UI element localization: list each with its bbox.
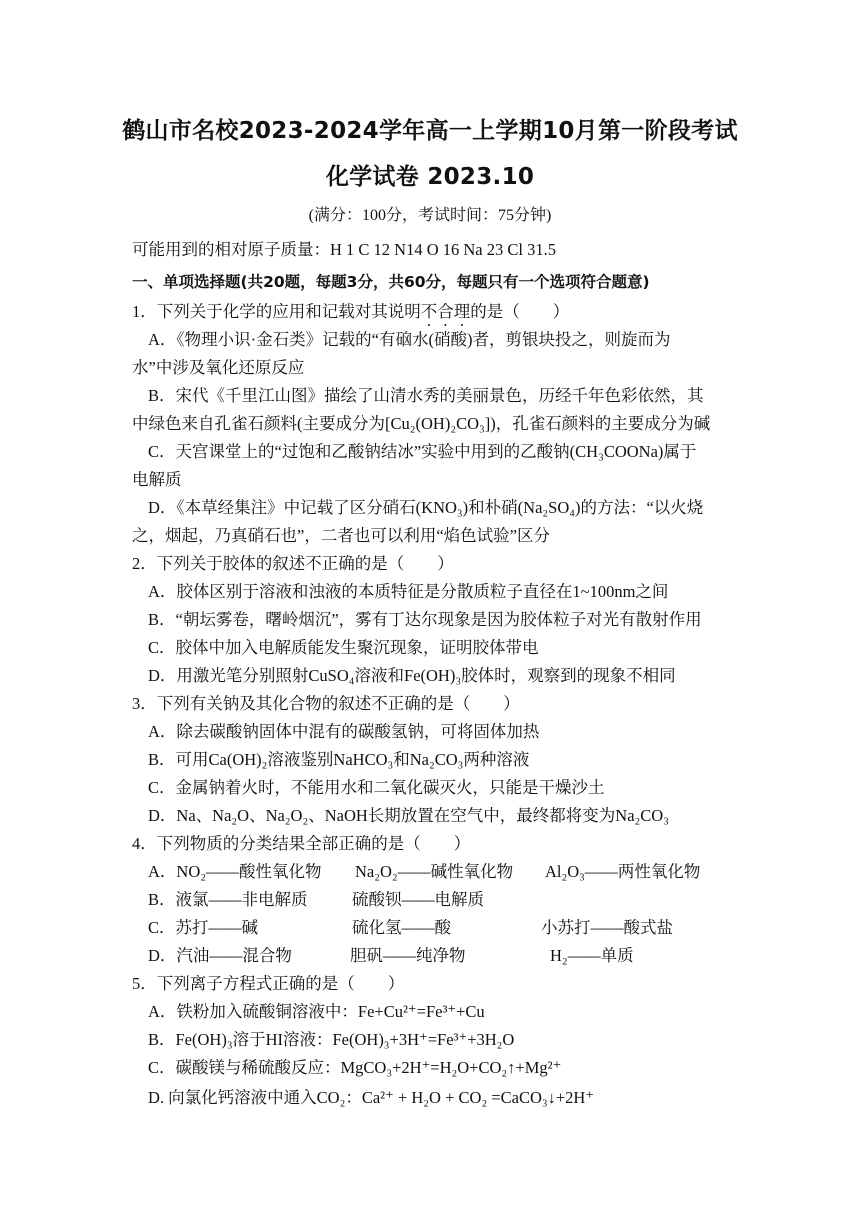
exam-meta: (满分：100分，考试时间：75分钟) — [308, 207, 552, 224]
q5-option-d: D. 向氯化钙溶液中通入CO₂：Ca²⁺ + H₂O + CO₂ =CaCO₃↓+2H⁺ — [148, 1088, 595, 1107]
q4-stem: 4．下列物质的分类结果全部正确的是（ ） — [132, 834, 471, 853]
q4-a-col3: Al₂O₃——两性氧化物 — [545, 862, 701, 881]
atomic-masses: 可能用到的相对原子质量：H 1 C 12 N14 O 16 Na 23 Cl 31.5 — [132, 240, 556, 259]
section-heading: 一、单项选择题(共20题，每题3分，共60分，每题只有一个选项符合题意) — [132, 273, 650, 291]
q1-option-d-line2: 之，烟起，乃真硝石也”，二者也可以利用“焰色试验”区分 — [132, 526, 550, 545]
exam-subtitle: 化学试卷 2023.10 — [325, 164, 535, 190]
q2-option-a: A．胶体区别于溶液和浊液的本质特征是分散质粒子直径在1~100nm之间 — [148, 582, 669, 601]
exam-title: 鹤山市名校2023-2024学年高一上学期10月第一阶段考试 — [122, 118, 738, 144]
q4-c-col1: C．苏打——碱 — [148, 918, 259, 937]
q1-option-a-line2: 水”中涉及氧化还原反应 — [132, 358, 305, 377]
q2-option-b: B．“朝坛雾卷，曙岭烟沉”，雾有丁达尔现象是因为胶体粒子对光有散射作用 — [148, 610, 702, 629]
q4-a-col2: Na₂O₂——碱性氧化物 — [355, 862, 514, 881]
q4-c-col2: 硫化氢——酸 — [352, 918, 451, 937]
q1-option-b-line1: B．宋代《千里江山图》描绘了山清水秀的美丽景色，历经千年色彩依然，其 — [148, 386, 704, 405]
q2-stem: 2．下列关于胶体的叙述不正确的是（ ） — [132, 554, 454, 573]
q5-stem: 5．下列离子方程式正确的是（ ） — [132, 974, 405, 993]
q4-d-col2: 胆矾——纯净物 — [350, 946, 466, 965]
q1-option-b-line2: 中绿色来自孔雀石颜料(主要成分为[Cu₂(OH)₂CO₃])，孔雀石颜料的主要成分为碱 — [132, 414, 711, 433]
q4-b-col2: 硫酸钡——电解质 — [352, 890, 484, 909]
q3-option-d: D．Na、Na₂O、Na₂O₂、NaOH长期放置在空气中，最终都将变为Na₂CO₃ — [148, 806, 669, 825]
q5-option-b: B．Fe(OH)₃溶于HI溶液：Fe(OH)₃+3H⁺=Fe³⁺+3H₂O — [148, 1030, 515, 1049]
q4-b-col1: B．液氯——非电解质 — [148, 890, 308, 909]
q1-option-d-line1: D．《本草经集注》中记载了区分硝石(KNO₃)和朴硝(Na₂SO₄)的方法：“以火烧 — [148, 498, 704, 517]
q3-option-a: A．除去碳酸钠固体中混有的碳酸氢钠，可将固体加热 — [148, 722, 540, 741]
q1-stem-post: 的是（ ） — [470, 302, 570, 321]
q3-stem: 3．下列有关钠及其化合物的叙述不正确的是（ ） — [132, 694, 520, 713]
q5-option-a: A．铁粉加入硫酸铜溶液中：Fe+Cu²⁺=Fe³⁺+Cu — [148, 1002, 485, 1021]
q3-option-b: B．可用Ca(OH)₂溶液鉴别NaHCO₃和Na₂CO₃两种溶液 — [148, 750, 530, 769]
q3-option-c: C．金属钠着火时，不能用水和二氧化碳灭火，只能是干燥沙土 — [148, 778, 605, 797]
q5-option-c: C．碳酸镁与稀硫酸反应：MgCO₃+2H⁺=H₂O+CO₂↑+Mg²⁺ — [148, 1058, 562, 1077]
q4-d-col3: H₂——单质 — [550, 946, 634, 965]
q1-option-c-line2: 电解质 — [132, 470, 182, 489]
q1-stem-pre: 1．下列关于化学的应用和记载对其说明 — [132, 302, 421, 321]
q4-c-col3: 小苏打——酸式盐 — [541, 918, 673, 937]
q1-option-c-line1: C．天宫课堂上的“过饱和乙酸钠结冰”实验中用到的乙酸钠(CH₃COONa)属于 — [148, 442, 697, 461]
q1-stem-emphasis: 不合理 — [420, 302, 471, 321]
q4-d-col1: D．汽油——混合物 — [148, 946, 292, 965]
q2-option-d: D．用激光笔分别照射CuSO₄溶液和Fe(OH)₃胶体时，观察到的现象不相同 — [148, 666, 676, 685]
q2-option-c: C．胶体中加入电解质能发生聚沉现象，证明胶体带电 — [148, 638, 539, 657]
q1-option-a-line1: A．《物理小识·金石类》记载的“有硇水(硝酸)者，剪银块投之，则旋而为 — [148, 330, 671, 349]
q4-a-col1: A．NO₂——酸性氧化物 — [148, 862, 322, 881]
